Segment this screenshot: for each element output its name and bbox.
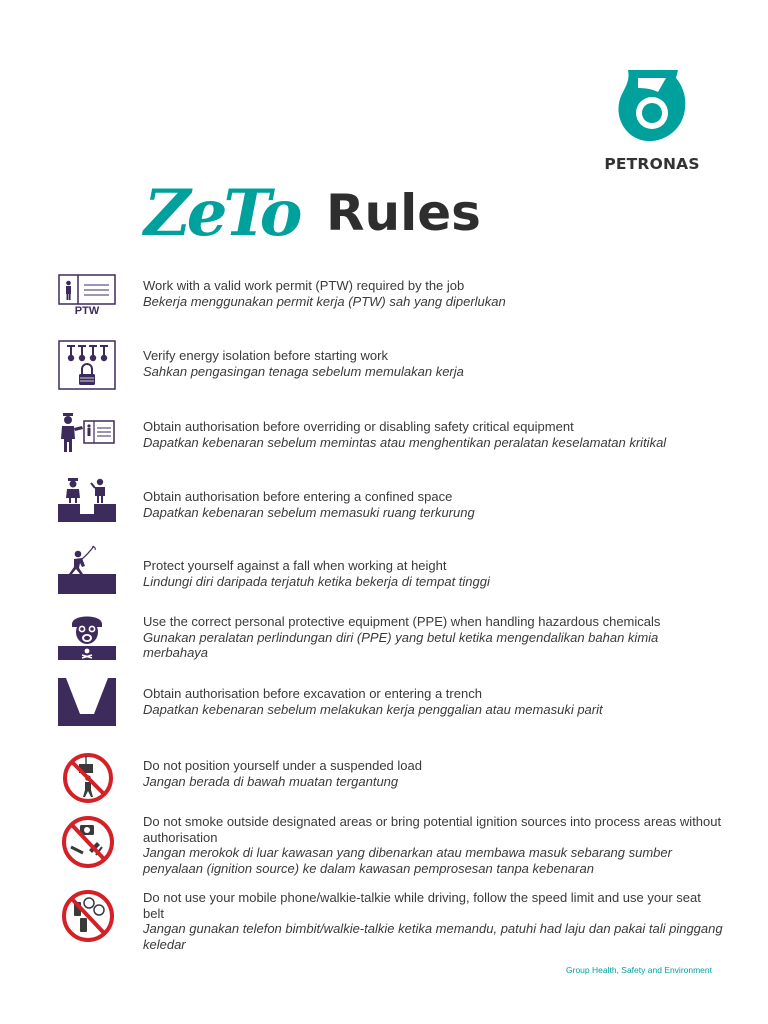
rule-text-en: Use the correct personal protective equipment (PPE) when handling hazardous chemicals xyxy=(143,614,661,629)
company-name: PETRONAS xyxy=(604,155,700,173)
confined-space-icon xyxy=(58,474,116,524)
title-rules: Rules xyxy=(326,184,481,242)
rule-text-ms: Jangan gunakan telefon bimbit/walkie-talkie ketika memandu, patuhi had laju dan pakai tali pinggang keledar xyxy=(143,921,723,952)
rule-text-ms: Lindungi diri daripada terjatuh ketika bekerja di tempat tinggi xyxy=(143,573,490,589)
rule-text-en: Protect yourself against a fall when working at height xyxy=(143,558,447,573)
rule-text-en: Do not position yourself under a suspended load xyxy=(143,758,422,773)
override-safety-icon xyxy=(58,410,116,460)
rule-text-en: Obtain authorisation before overriding or disabling safety critical equipment xyxy=(143,419,574,434)
fall-protection-icon xyxy=(58,544,116,594)
rule-text-ms: Dapatkan kebenaran sebelum memasuki ruang terkurung xyxy=(143,504,475,520)
rule-text-en: Verify energy isolation before starting work xyxy=(143,348,388,363)
petronas-logo xyxy=(596,66,708,176)
rule-text-ms: Gunakan peralatan perlindungan diri (PPE) yang betul ketika mengendalikan bahan kimia merbahaya xyxy=(143,629,659,660)
petronas-drop-icon xyxy=(614,66,690,146)
rule-text-en: Do not use your mobile phone/walkie-talkie while driving, follow the speed limit and use your seat belt xyxy=(143,890,701,921)
rule-text-ms: Dapatkan kebenaran sebelum memintas atau menghentikan peralatan keselamatan kritikal xyxy=(143,434,667,450)
energy-isolation-icon xyxy=(58,340,116,390)
rule-text-ms: Jangan merokok di luar kawasan yang dibenarkan atau membawa masuk sebarang sumber penyalaan (ignition source) ke dalam kawasan pemprosesan tanpa kebenaran xyxy=(143,845,672,876)
rule-text-ms: Dapatkan kebenaran sebelum melakukan kerja penggalian atau memasuki parit xyxy=(143,701,603,717)
rule-text-ms: Jangan berada di bawah muatan tergantung xyxy=(143,773,399,789)
work-permit-icon xyxy=(58,274,116,324)
ptw-badge: PTW xyxy=(74,305,100,317)
rule-text-en: Obtain authorisation before excavation or entering a trench xyxy=(143,686,482,701)
title-zero: ZeTo xyxy=(144,176,299,251)
rule-text-en: Obtain authorisation before entering a confined space xyxy=(143,489,453,504)
rule-text-en: Work with a valid work permit (PTW) required by the job xyxy=(143,278,465,293)
ppe-icon xyxy=(58,610,116,660)
suspended-load-icon xyxy=(58,752,116,802)
rule-text-en: Do not smoke outside designated areas or bring potential ignition sources into process areas without authorisation xyxy=(143,814,722,845)
rule-text-ms: Sahkan pengasingan tenaga sebelum memulakan kerja xyxy=(143,363,464,379)
excavation-icon xyxy=(58,678,116,728)
rule-text-ms: Bekerja menggunakan permit kerja (PTW) sah yang diperlukan xyxy=(143,293,506,309)
no-phone-driving-icon xyxy=(58,888,116,938)
footer-department: Group Health, Safety and Environment xyxy=(566,965,712,975)
no-smoking-icon xyxy=(58,814,116,864)
